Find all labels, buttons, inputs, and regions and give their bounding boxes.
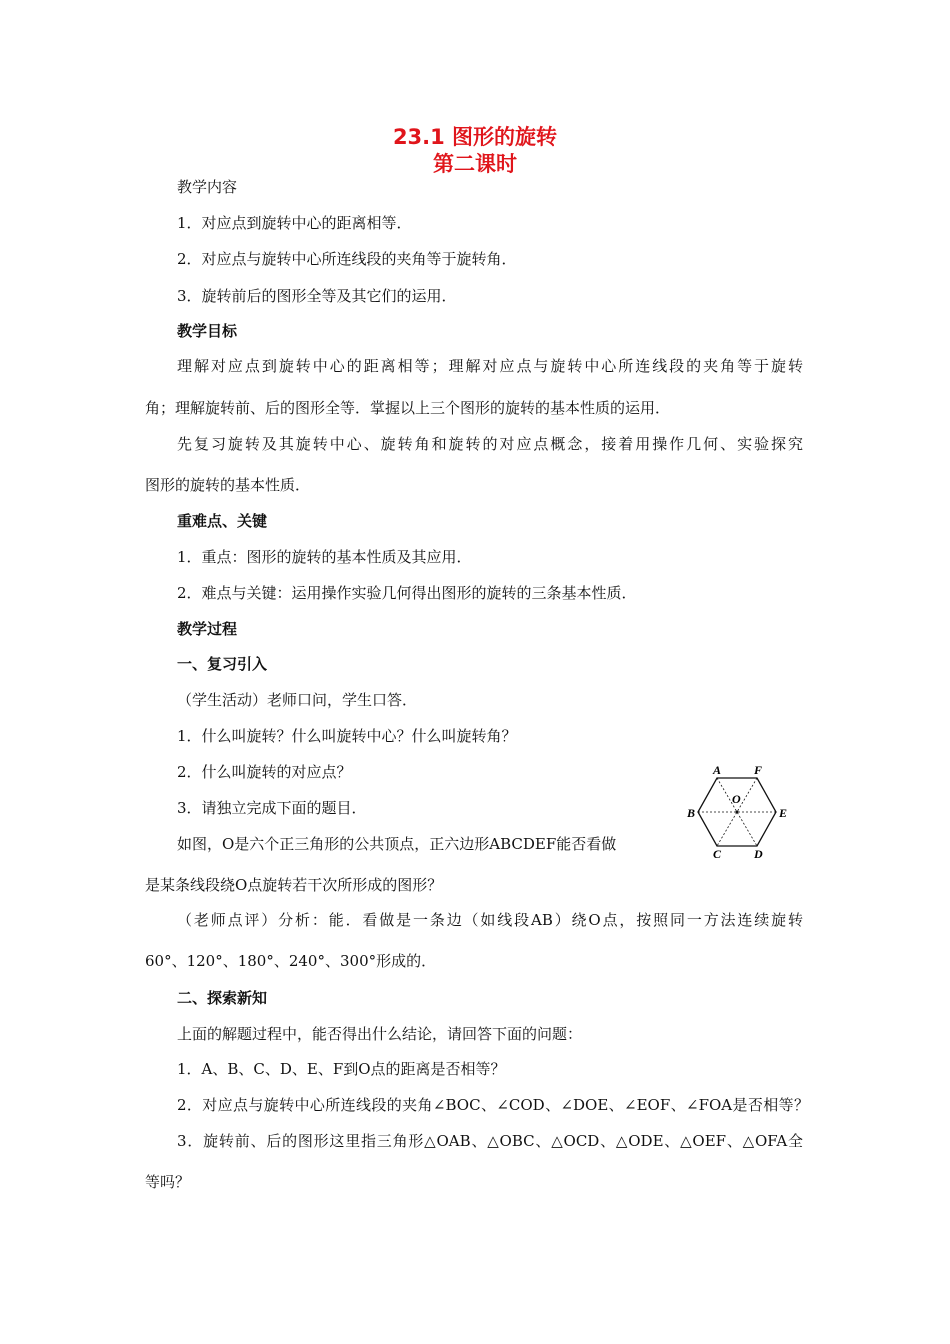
- hexagon-figure: [684, 762, 794, 862]
- student-activity: （学生活动）老师口问，学生口答．: [177, 691, 418, 709]
- content-item-1: 1．对应点到旋转中心的距离相等．: [177, 214, 412, 232]
- page-subtitle: 第二课时: [433, 152, 517, 176]
- review-question-2: 2．什么叫旋转的对应点？: [177, 763, 352, 781]
- label-o: O: [732, 792, 741, 806]
- explore-question-2: 2．对应点与旋转中心所连线段的夹角∠BOC、∠COD、∠DOE、∠EOF、∠FOA是否相等？: [177, 1096, 809, 1114]
- content-heading: 教学内容: [177, 178, 238, 196]
- section-1-heading: 一、复习引入: [177, 655, 268, 673]
- objectives-paragraph-1-line-1: 理解对应点到旋转中心的距离相等；理解对应点与旋转中心所连线段的夹角等于旋转: [177, 357, 803, 375]
- objectives-paragraph-2-line-1: 先复习旋转及其旋转中心、旋转角和旋转的对应点概念，接着用操作几何、实验探究: [177, 435, 803, 453]
- label-e: E: [779, 806, 788, 820]
- teacher-comment-line-2: 60°、120°、180°、240°、300°形成的．: [145, 952, 437, 970]
- center-point: [736, 811, 739, 814]
- problem-line-2: 是某条线段绕O点旋转若干次所形成的图形？: [145, 876, 443, 894]
- objectives-paragraph-1-line-2: 角；理解旋转前、后的图形全等．掌握以上三个图形的旋转的基本性质的运用．: [145, 399, 671, 417]
- label-c: C: [713, 847, 722, 861]
- keypoints-heading: 重难点、关键: [177, 512, 268, 530]
- review-question-3: 3．请独立完成下面的题目．: [177, 799, 367, 817]
- explore-question-3-line-1: 3．旋转前、后的图形这里指三角形△OAB、△OBC、△OCD、△ODE、△OEF、△OFA全: [177, 1132, 803, 1150]
- keypoints-item-2: 2．难点与关键：运用操作实验几何得出图形的旋转的三条基本性质．: [177, 584, 637, 602]
- objectives-heading: 教学目标: [177, 322, 238, 340]
- explore-question-1: 1．A、B、C、D、E、F到O点的距离是否相等？: [177, 1060, 506, 1078]
- review-question-1: 1．什么叫旋转？什么叫旋转中心？什么叫旋转角？: [177, 727, 517, 745]
- content-item-3: 3．旋转前后的图形全等及其它们的运用．: [177, 287, 457, 305]
- objectives-paragraph-2-line-2: 图形的旋转的基本性质．: [145, 476, 311, 494]
- explore-question-3-line-2: 等吗？: [145, 1173, 191, 1191]
- keypoints-item-1: 1．重点：图形的旋转的基本性质及其应用．: [177, 548, 472, 566]
- label-f: F: [754, 763, 763, 777]
- page-title: 23.1 图形的旋转: [392, 125, 558, 149]
- section-2-heading: 二、探索新知: [177, 989, 268, 1007]
- label-a: A: [713, 763, 722, 777]
- content-item-2: 2．对应点与旋转中心所连线段的夹角等于旋转角．: [177, 250, 517, 268]
- teacher-comment-line-1: （老师点评）分析：能．看做是一条边（如线段AB）绕O点，按照同一方法连续旋转: [177, 911, 803, 929]
- explore-intro: 上面的解题过程中，能否得出什么结论，请回答下面的问题：: [177, 1025, 583, 1043]
- problem-line-1: 如图，O是六个正三角形的公共顶点，正六边形ABCDEF能否看做: [177, 835, 617, 853]
- label-d: D: [754, 847, 763, 861]
- label-b: B: [687, 806, 696, 820]
- process-heading: 教学过程: [177, 620, 238, 638]
